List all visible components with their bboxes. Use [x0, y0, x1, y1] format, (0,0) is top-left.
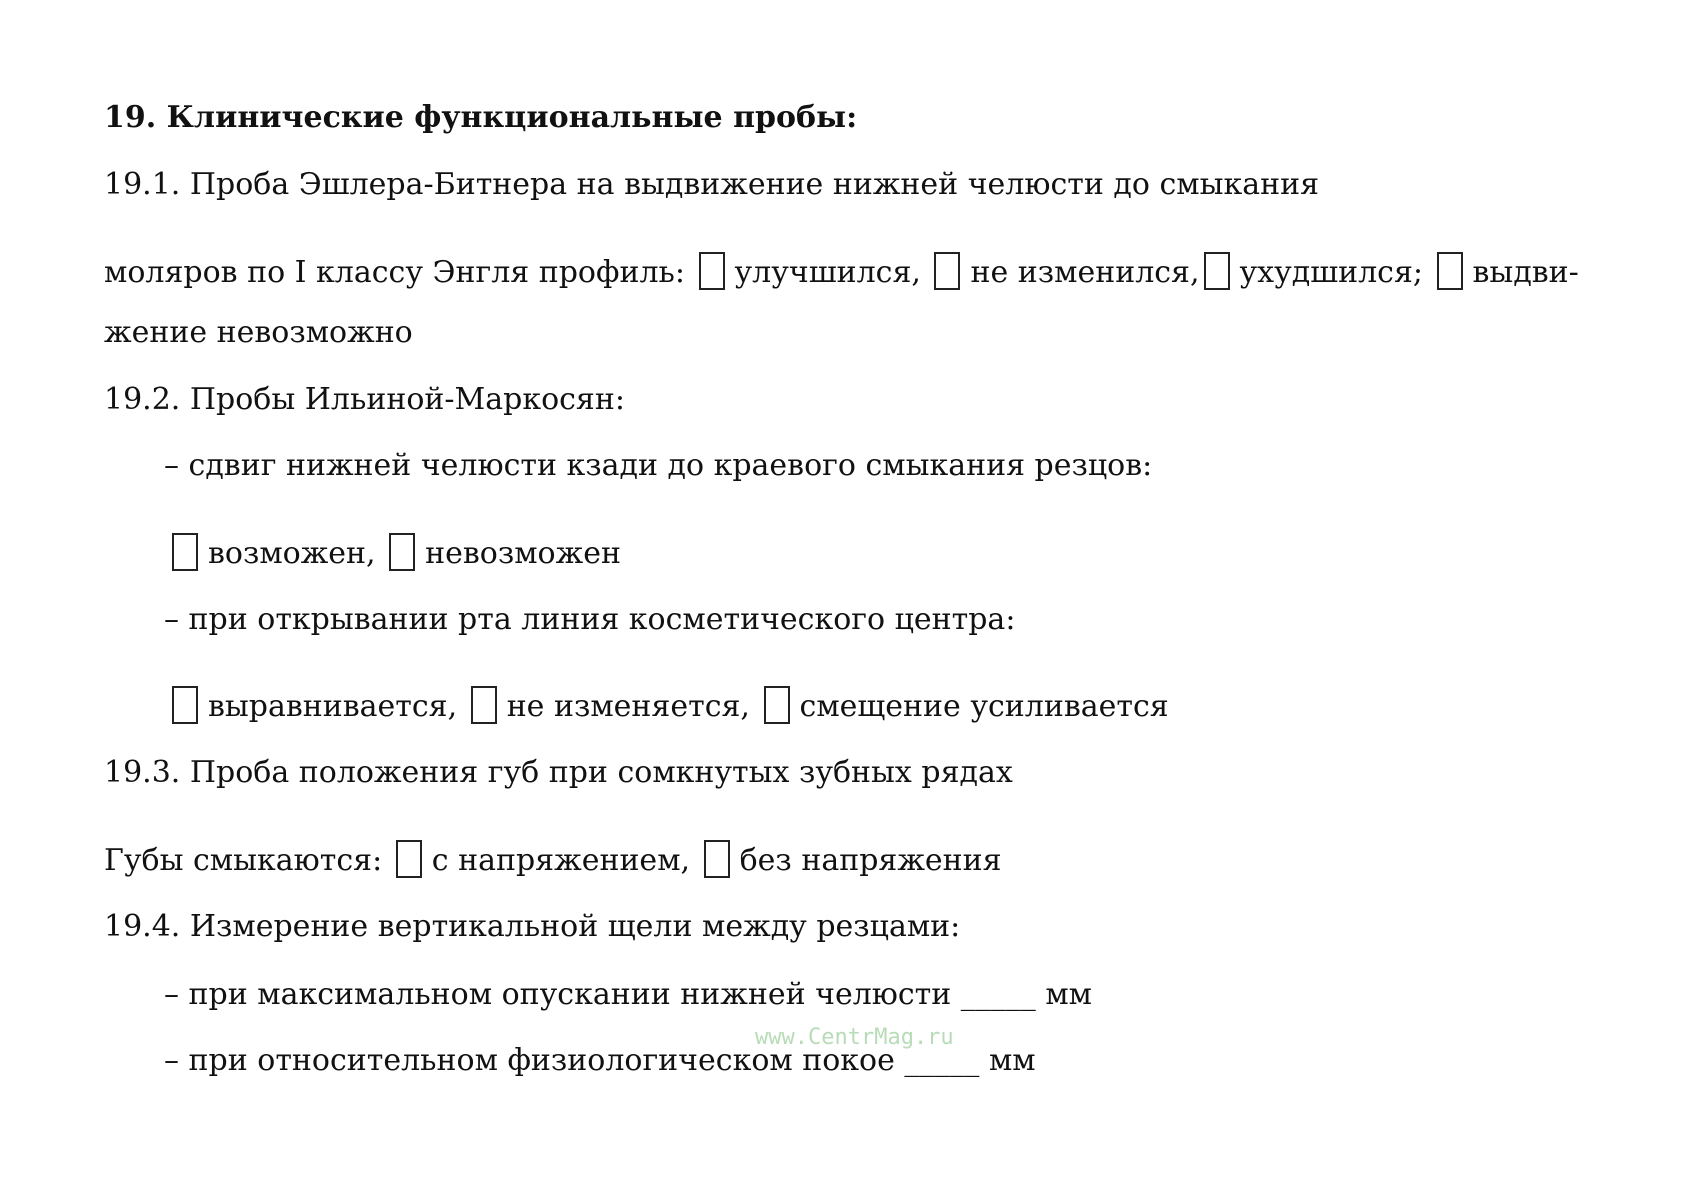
option-worsened: ухудшился;	[1239, 255, 1423, 290]
s1-line1: 19.1. Проба Эшлера-Битнера на выдвижение нижней челюсти до смыкания	[104, 167, 1320, 202]
s2-item2-options	[172, 686, 1169, 727]
checkbox-aligns[interactable]	[172, 686, 198, 724]
checkbox-with-tension[interactable]	[396, 840, 422, 878]
checkbox-unchanged[interactable]	[934, 252, 960, 290]
s3-options-row	[104, 840, 1002, 881]
s2-item1-options	[172, 533, 621, 574]
section-heading: 19. Клинические функциональные пробы:	[104, 100, 858, 135]
s2-title: 19.2. Пробы Ильиной-Маркосян:	[104, 382, 625, 417]
s1-line3: жение невозможно	[104, 315, 413, 350]
s3-prefix: Губы смыкаются:	[104, 843, 383, 878]
s1-prefix: моляров по I классу Энгля профиль:	[104, 255, 685, 290]
checkbox-impossible[interactable]	[1437, 252, 1463, 290]
option-without-tension: без напряжения	[739, 843, 1002, 878]
watermark: www.CentrMag.ru	[755, 1025, 954, 1050]
checkbox-possible[interactable]	[172, 533, 198, 571]
option-impossible: выдви-	[1472, 255, 1579, 290]
checkbox-not-possible[interactable]	[389, 533, 415, 571]
s4-item2: – при относительном физиологическом покое _____ мм	[164, 1043, 1036, 1078]
checkbox-improved[interactable]	[699, 252, 725, 290]
option-with-tension: с напряжением,	[431, 843, 691, 878]
checkbox-without-tension[interactable]	[704, 840, 730, 878]
s2-item1: – сдвиг нижней челюсти кзади до краевого смыкания резцов:	[164, 448, 1153, 483]
option-not-changes: не изменяется,	[506, 689, 750, 724]
checkbox-worsened[interactable]	[1204, 252, 1230, 290]
s3-title: 19.3. Проба положения губ при сомкнутых зубных рядах	[104, 755, 1013, 790]
checkbox-not-changes[interactable]	[471, 686, 497, 724]
option-possible: возможен,	[208, 536, 376, 571]
option-unchanged: не изменился,	[970, 255, 1200, 290]
option-improved: улучшился,	[734, 255, 921, 290]
option-not-possible: невозможен	[425, 536, 621, 571]
s4-item1: – при максимальном опускании нижней челюсти _____ мм	[164, 977, 1093, 1012]
option-shift-increases: смещение усиливается	[799, 689, 1169, 724]
option-aligns: выравнивается,	[208, 689, 458, 724]
checkbox-shift-increases[interactable]	[764, 686, 790, 724]
s1-options-row	[104, 252, 1579, 293]
s2-item2: – при открывании рта линия косметического центра:	[164, 602, 1016, 637]
s4-title: 19.4. Измерение вертикальной щели между резцами:	[104, 909, 961, 944]
